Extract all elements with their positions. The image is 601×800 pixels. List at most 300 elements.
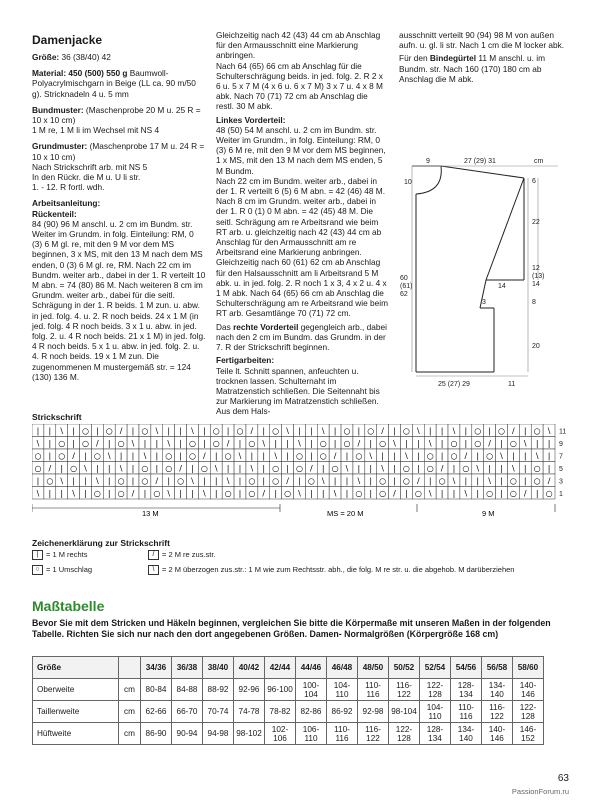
stitch-symbol: | (72, 439, 75, 448)
stitch-symbol: | (72, 426, 75, 436)
column-3 (399, 30, 571, 87)
table-cell: 90-94 (172, 723, 203, 745)
stitch-symbol: | (393, 451, 396, 461)
table-header-cell: 48/50 (358, 657, 389, 679)
stitch-symbol: ○ (319, 451, 327, 461)
col3-para-1: ausschnitt verteilt 90 (94) 98 M von außen aufn. u. gl. li str. Nach 1 cm die M locker abk. (399, 30, 565, 51)
stitch-symbol: \ (452, 426, 456, 436)
stitch-symbol: | (238, 476, 242, 486)
stitch-symbol: | (274, 439, 278, 448)
stitch-symbol: | (48, 426, 52, 436)
stitch-symbol: \ (298, 489, 301, 498)
stitch-symbol: | (523, 426, 527, 436)
stitch-symbol: | (167, 426, 171, 436)
stitch-symbol: | (512, 451, 515, 461)
table-cell: 82-86 (296, 701, 327, 723)
dim-side-c: 14 (532, 281, 540, 288)
stitch-symbol: | (143, 489, 147, 498)
stitch-symbol: ○ (438, 476, 446, 486)
stitch-symbol: | (286, 439, 289, 448)
masstabelle-intro: Bevor Sie mit dem Stricken und Häkeln beginnen, vergleichen Sie bitte die Körpermaße mit unseren Maßen in der folgenden Tabelle. Richten Sie sich nur nach den dort angegebenen Größen. Damen- Normalgrößen (Körpergröße 168 cm) (32, 618, 551, 639)
table-cell: Taillenweite (33, 701, 119, 723)
stitch-symbol: \ (36, 489, 40, 498)
stitch-symbol: | (345, 476, 349, 486)
dim-lower: 8 (532, 299, 536, 306)
stitch-symbol: | (476, 451, 480, 461)
stitch-symbol: | (309, 439, 313, 448)
table-header-cell: 38/40 (203, 657, 234, 679)
stitch-symbol: \ (72, 489, 75, 498)
stitch-symbol: | (143, 439, 147, 448)
stitch-symbol: | (131, 426, 135, 436)
table-cell: 86-92 (327, 701, 358, 723)
table-cell: 92-98 (358, 701, 389, 723)
grund-text: (Maschenprobe 17 M u. 24 R = 10 x 10 cm) Nach Strickschrift arb. mit NS 5 In den Rückr. die M u. U li str. 1. - 12. R fortl. wdh. (32, 141, 205, 193)
stitch-symbol: | (214, 476, 218, 486)
stitch-symbol: ○ (248, 489, 256, 498)
stitch-symbol: / (333, 451, 337, 461)
stitch-symbol: ○ (153, 489, 161, 498)
table-cell: 134-140 (451, 723, 482, 745)
stitch-symbol: ○ (343, 426, 351, 436)
stitch-symbol: ○ (117, 476, 125, 486)
stitch-symbol: \ (547, 426, 551, 436)
stitch-symbol: \ (84, 464, 87, 473)
stitch-symbol: | (535, 489, 539, 498)
material-amount: 450 (500) 550 g (66, 68, 128, 79)
stitch-symbol: \ (428, 439, 432, 448)
stitch-symbol: \ (369, 451, 373, 461)
stitch-symbol: / (381, 426, 384, 436)
stitch-symbol: | (500, 476, 503, 486)
stitch-symbol: ○ (236, 426, 244, 436)
col2-para-1: Gleichzeitig nach 42 (43) 44 cm ab Anschlag für den Armausschnitt eine Markierung anbringen. Nach 64 (65) 66 cm ab Anschlag für die Schulterschrägung beids. in jed. folg. 2. R 2 x 6 u. 5 x 7 M (4 x 6 u. 6 x 7 M) 3 x 7 u. 4 x 8 M abk. Nach 70 (71) 72 cm ab Anschlag die restl. 30 M abk. (216, 30, 383, 112)
stitch-symbol: ○ (402, 426, 410, 436)
stitch-symbol: \ (476, 464, 480, 473)
column-2 (216, 30, 388, 420)
dim-bottom-r: 11 (508, 381, 516, 388)
stitch-symbol: | (464, 439, 468, 448)
table-cell: 98-104 (389, 701, 420, 723)
stitch-symbol: | (369, 489, 373, 498)
stitch-symbol: / (286, 476, 289, 486)
stitch-symbol: ○ (93, 489, 101, 498)
stitch-symbol: | (369, 476, 373, 486)
table-header-cell: 36/38 (172, 657, 203, 679)
stitch-symbol: ○ (188, 451, 196, 461)
stitch-symbol: | (96, 464, 99, 473)
stitch-symbol: | (119, 451, 123, 461)
stitch-symbol: ○ (355, 451, 363, 461)
table-cell: 70-74 (203, 701, 234, 723)
stitch-symbol: | (84, 489, 87, 498)
stitch-symbol: \ (321, 426, 325, 436)
stitch-symbol: | (357, 426, 361, 436)
table-cell: 134-140 (482, 679, 513, 701)
table-cell: cm (119, 723, 141, 745)
stitch-symbol: ○ (272, 476, 280, 486)
stitch-symbol: | (203, 426, 206, 436)
stitch-symbol: | (440, 451, 444, 461)
stitch-symbol: | (179, 439, 182, 448)
stitch-symbol: | (298, 426, 301, 436)
dim-side-a: 12 (532, 265, 540, 272)
table-header-cell: 34/36 (141, 657, 172, 679)
stitch-symbol: | (345, 451, 349, 461)
page-title: Damenjacke (32, 33, 103, 47)
table-header-cell: 52/54 (420, 657, 451, 679)
table-cell: 88-92 (203, 679, 234, 701)
stitch-symbol: \ (452, 476, 456, 486)
col2-para-3: Teile lt. Schnitt spannen, anfeuchten u. trocknen lassen. Schulternaht im Matratzenstich schließen. Die Seitennaht bis zur Markierung im Matratzenstich schließen. Aus dem Hals- (216, 365, 380, 417)
stitch-symbol: / (416, 476, 420, 486)
ruecken-text: 84 (90) 96 M anschl. u. 2 cm im Bundm. str. Weiter im Grundm. in folg. Einteilung: RM, 0 (3) 6 M gl. re, mit den 9 M vor dem MS beginnen, 3 x MS, mit den 13 M nach dem MS enden, 0 (3) 6 M gl. re, RM. Nach 22 cm im Bundm. weiter arb., dabei in der 1. R verteilt 10 M abn. = 74 (80) 86 M. Nach weiteren 8 cm im Grundm. weiter arb., dabei für die seitl. Schrägung in der 1. R beids. 1 M zun. u. abw. in jed. folg. 4. u. 2. R noch beids. 24 x 1 M (in jed. folg. 4 R noch beids. 3 x 1 u. abw. in jed. folg. 2. u. 4 R noch beids. 21 x 1 M) in jed. folg. 4 R noch beids. 5 x 1 u. abw. in jed. folg. 2. u. 4. R noch beids. 19 x 1 M zun. Die zugenommenen M mustergemäß str. = 124 (130) 136 M. (32, 218, 206, 382)
stitch-symbol: | (36, 426, 40, 436)
stitch-symbol: | (535, 439, 539, 448)
stitch-symbol: ○ (295, 464, 303, 473)
stitch-symbol: / (250, 426, 254, 436)
stitch-symbol: \ (500, 451, 503, 461)
stitch-symbol: \ (298, 439, 301, 448)
stitch-symbol: | (107, 439, 111, 448)
stitch-symbol: | (416, 439, 420, 448)
table-cell: 110-116 (358, 679, 389, 701)
stitch-symbol: ○ (34, 451, 42, 461)
stitch-symbol: ○ (141, 464, 149, 473)
site-watermark: PassionForum.ru (511, 787, 569, 796)
stitch-symbol: | (262, 451, 266, 461)
table-header-cell: 50/52 (389, 657, 420, 679)
bindeguertel-label: Bindegürtel (429, 53, 477, 64)
stitch-symbol: \ (381, 464, 384, 473)
table-header-cell: 58/60 (513, 657, 544, 679)
table-cell: 94-98 (203, 723, 234, 745)
dim-top-left: 9 (426, 158, 430, 165)
stitch-symbol: ○ (212, 439, 220, 448)
stitch-symbol: | (214, 451, 218, 461)
stitch-symbol: ○ (141, 476, 149, 486)
stitch-symbol: ○ (498, 426, 506, 436)
table-header-cell: 54/56 (451, 657, 482, 679)
stitch-symbol: / (72, 451, 75, 461)
stitch-symbol: | (84, 451, 87, 461)
column-1 (32, 52, 206, 385)
stitch-symbol: | (547, 464, 551, 473)
stitch-symbol: ○ (402, 476, 410, 486)
stitch-symbol: ○ (307, 476, 315, 486)
stitch-symbol: | (523, 451, 527, 461)
stitch-symbol: / (96, 439, 99, 448)
stitch-symbol: | (440, 439, 444, 448)
stitch-symbol: / (155, 476, 159, 486)
table-cell: 78-82 (265, 701, 296, 723)
table-cell: Oberweite (33, 679, 119, 701)
stitch-symbol: | (107, 476, 111, 486)
strickschrift-title: Strickschrift (32, 412, 82, 422)
groesse-label: Größe: (32, 52, 60, 62)
stitch-symbol: / (309, 464, 313, 473)
stitch-symbol: ○ (462, 464, 470, 473)
table-cell: 80-84 (141, 679, 172, 701)
dim-neck: 10 (404, 179, 412, 186)
table-cell: 62-66 (141, 701, 172, 723)
stitch-symbol: / (488, 439, 491, 448)
chart-right-label: 9 M (482, 509, 495, 518)
stitch-symbol: ○ (70, 464, 78, 473)
stitch-symbol: \ (428, 489, 432, 498)
stitch-symbol: \ (155, 426, 159, 436)
stitch-symbol: | (369, 439, 373, 448)
stitch-symbol: ○ (81, 439, 89, 448)
stitch-symbol: | (393, 426, 396, 436)
stitch-symbol: | (262, 476, 266, 486)
stitch-symbol: | (72, 476, 75, 486)
stitch-symbol: | (488, 426, 491, 436)
table-header-cell: 40/42 (234, 657, 265, 679)
stitch-symbol: | (238, 439, 242, 448)
stitch-symbol: \ (119, 464, 123, 473)
table-cell: 140-146 (482, 723, 513, 745)
row-number: 9 (559, 441, 563, 448)
stitch-symbol: | (155, 451, 159, 461)
table-cell: 102-106 (265, 723, 296, 745)
stitch-symbol: \ (274, 451, 278, 461)
table-cell: 98-102 (234, 723, 265, 745)
stitch-symbol: \ (167, 439, 171, 448)
row-number: 1 (559, 491, 563, 498)
dim-armhole: 14 (498, 283, 506, 290)
stitch-symbol: | (393, 476, 396, 486)
material-text: Baumwoll-Polyacrylmischgarn in Beige (LL ca. 90 m/50 g). Stricknadeln 4 u. 5 mm (32, 68, 196, 99)
stitch-symbol: \ (191, 426, 194, 436)
col2-para-2: 48 (50) 54 M anschl. u. 2 cm im Bundm. str. Weiter im Grundm., in folg. Einteilung: RM, 0 (3) 6 M re, mit den 9 M vor dem MS beginnen, 1 x MS, mit den 13 M nach dem MS enden, 5 M Bundm. Nach 22 cm im Bundm. weiter arb., dabei in der 1. R verteilt 6 (5) 6 M abn. = 42 (46) 48 M. Nach 8 cm im Grundm. weiter arb., dabei in der 1. R 0 (1) 0 M abn. = 42 (45) 48 M. Die seitl. Schrägung am re Arbeitsrand wie beim RT arb. u. gleichzeitig nach 42 (43) 44 cm ab Anschlag für den Armausschnitt am re Arbeitsrand eine Markierung anbringen. Gleichzeitig nach 60 (61) 62 cm ab Anschlag für den Halsausschnitt am li Arbeitsrand 5 M abk. u. in jed. folg. 2. R noch 1 x 3, 4 x 2 u. 4 x 1 M abk. Nach 64 (65) 66 cm ab Anschlag die Schulterschrägung am re Arbeitsrand wie beim RT arb. Gesamtlänge 70 (71) 72 cm. (216, 124, 389, 319)
row-number: 7 (559, 453, 563, 461)
legend-knit-right: | = 1 M rechts (32, 550, 87, 560)
stitch-symbol: ○ (165, 451, 173, 461)
stitch-symbol: / (179, 464, 182, 473)
stitch-symbol: ○ (509, 476, 517, 486)
stitch-symbol: ○ (141, 426, 149, 436)
stitch-symbol: ○ (200, 464, 208, 473)
stitch-symbol: | (179, 451, 182, 461)
stitch-symbol: \ (512, 464, 515, 473)
table-cell: 66-70 (172, 701, 203, 723)
stitch-symbol: ○ (58, 439, 66, 448)
table-cell: 104-110 (327, 679, 358, 701)
table-header-cell: 46/48 (327, 657, 358, 679)
table-cell: 86-90 (141, 723, 172, 745)
stitch-symbol: / (440, 464, 444, 473)
bund-text: (Maschenprobe 20 M u. 25 R = 10 x 10 cm) 1 M re, 1 M li im Wechsel mit NS 4 (32, 104, 201, 136)
ssk-icon: \ (148, 565, 159, 575)
stitch-symbol: ○ (212, 426, 220, 436)
table-cell: 110-116 (327, 723, 358, 745)
stitch-symbol: | (369, 464, 373, 473)
stitch-symbol: ○ (486, 451, 494, 461)
stitch-symbol: | (48, 439, 52, 448)
dim-bottom-h: 20 (532, 343, 540, 350)
table-cell: 116-122 (358, 723, 389, 745)
stitch-symbol: ○ (533, 476, 541, 486)
legend-ssk: \ = 2 M überzogen zus.str.: 1 M wie zum Rechtsstr. abh., die folg. M re str. u. die abgehob. M darüberziehen (148, 565, 514, 575)
table-cell: 122-128 (420, 679, 451, 701)
stitch-symbol: | (179, 426, 182, 436)
stitch-symbol: ○ (533, 464, 541, 473)
stitch-symbol: / (131, 489, 135, 498)
stitch-symbol: | (500, 439, 503, 448)
stitch-symbol: | (131, 464, 135, 473)
stitch-symbol: | (464, 476, 468, 486)
stitch-symbol: | (60, 489, 64, 498)
stitch-symbol: \ (333, 489, 337, 498)
stitch-symbol: | (321, 489, 325, 498)
table-cell: 128-134 (420, 723, 451, 745)
pattern-schematic (398, 152, 573, 392)
stitch-symbol: | (452, 489, 456, 498)
stitch-symbol: | (214, 489, 218, 498)
stitch-symbol: \ (131, 439, 135, 448)
stitch-symbol: ○ (486, 489, 494, 498)
stitch-symbol: / (523, 489, 527, 498)
stitch-symbol: | (393, 464, 396, 473)
stitch-symbol: | (226, 464, 230, 473)
stitch-symbol: ○ (509, 439, 517, 448)
stitch-symbol: ○ (474, 439, 482, 448)
rechts-post: gegengleich arb., dabei nach den 2 cm im Bundm. das Grundm. in der 7. R der Strickschrift beginnen. (216, 321, 387, 353)
stitch-symbol: ○ (319, 439, 327, 448)
dim-total-a: 60 (400, 275, 408, 282)
stitch-symbol: \ (345, 464, 349, 473)
rechtes-vorderteil-label: rechte Vorderteil (233, 321, 299, 332)
stitch-symbol: \ (321, 476, 325, 486)
dim-shoulder: 6 (532, 178, 536, 185)
stitch-symbol: | (179, 489, 182, 498)
table-header-cell: 56/58 (482, 657, 513, 679)
stitch-symbol: ○ (545, 489, 553, 498)
stitch-symbol: | (440, 489, 444, 498)
stitch-symbol: | (488, 464, 491, 473)
table-row (33, 679, 544, 701)
stitch-symbol: | (226, 426, 230, 436)
stitch-symbol: | (416, 451, 420, 461)
bund-label: Bundmuster: (32, 104, 84, 115)
table-cell: 146-152 (513, 723, 544, 745)
stitch-symbol: \ (535, 451, 539, 461)
stitch-symbol: | (191, 489, 194, 498)
col3-post: 11 M anschl. u. im Bundm. str. Nach 160 (170) 180 cm ab Anschlag die M abk. (399, 53, 546, 84)
masstabelle-title: Maßtabelle (32, 598, 105, 614)
dim-side-b: (13) (532, 273, 545, 280)
stitch-symbol: ○ (450, 439, 458, 448)
dim-top-mid: 27 (29) 31 (464, 158, 496, 165)
stitch-symbol: | (500, 489, 503, 498)
stitch-symbol: \ (262, 439, 266, 448)
stitch-symbol: | (131, 476, 135, 486)
table-cell: cm (119, 701, 141, 723)
stitch-symbol: | (155, 464, 159, 473)
stitch-symbol: / (393, 489, 396, 498)
stitch-symbol: \ (226, 476, 230, 486)
stitch-symbol: ○ (272, 426, 280, 436)
stitch-symbol: | (547, 451, 551, 461)
stitch-symbol: | (428, 476, 432, 486)
stitch-symbol: ○ (450, 451, 458, 461)
table-header-row (33, 657, 544, 679)
stitch-symbol: \ (250, 464, 254, 473)
page-number: 63 (557, 773, 569, 784)
stitch-symbol: ○ (426, 451, 434, 461)
stitch-symbol: \ (214, 464, 218, 473)
table-cell: cm (119, 679, 141, 701)
fertigarbeiten-label: Fertigarbeiten: (216, 355, 275, 366)
stitch-symbol: / (547, 476, 551, 486)
stitch-symbol: \ (191, 476, 194, 486)
stitch-symbol: ○ (295, 451, 303, 461)
stitch-symbol: \ (286, 426, 289, 436)
dim-sleeve: 22 (532, 219, 540, 226)
stitch-symbol: \ (60, 476, 64, 486)
table-row (33, 723, 544, 745)
arbeitsanleitung-label: Arbeitsanleitung: (32, 198, 101, 209)
legend-k2tog: / = 2 M re zus.str. (148, 550, 216, 560)
table-cell: 122-128 (513, 701, 544, 723)
stitch-symbol: | (405, 489, 408, 498)
stitch-symbol: \ (393, 439, 396, 448)
stitch-symbol: | (357, 464, 361, 473)
stitch-symbol: / (48, 464, 52, 473)
table-cell: 106-110 (296, 723, 327, 745)
stitch-symbol: | (48, 451, 52, 461)
table-header-cell: 42/44 (265, 657, 296, 679)
stitch-symbol: | (309, 426, 313, 436)
chart-mid-label: MS = 20 M (327, 509, 364, 518)
stitch-symbol: | (36, 476, 40, 486)
table-cell: 96-100 (265, 679, 296, 701)
table-cell: 92-96 (234, 679, 265, 701)
stitch-symbol: / (226, 439, 230, 448)
table-cell: 116-122 (389, 679, 420, 701)
stitch-symbol: | (476, 476, 480, 486)
stitch-symbol: ○ (81, 426, 89, 436)
stitch-symbol: ○ (331, 464, 339, 473)
stitch-symbol: ○ (58, 451, 66, 461)
stitch-symbol: / (357, 439, 361, 448)
stitch-symbol: \ (167, 489, 171, 498)
stitch-symbol: | (452, 464, 456, 473)
row-number: 5 (559, 466, 563, 473)
stitch-symbol: | (345, 489, 349, 498)
stitch-symbol: | (286, 464, 289, 473)
table-cell: 128-134 (451, 679, 482, 701)
stitch-symbol: | (107, 489, 111, 498)
groesse-value: 36 (38/40) 42 (59, 52, 111, 62)
stitch-symbol: | (203, 439, 206, 448)
stitch-symbol: | (191, 464, 194, 473)
stitch-symbol: | (238, 464, 242, 473)
yarn-over-icon: ○ (32, 565, 43, 575)
legend-title: Zeichenerklärung zur Strickschrift (32, 538, 170, 548)
stitch-symbol: | (155, 439, 159, 448)
stitch-symbol: \ (203, 489, 206, 498)
stitch-symbol: / (464, 451, 468, 461)
legend-yarn-over: ○ = 1 Umschlag (32, 565, 92, 575)
table-cell: 122-128 (389, 723, 420, 745)
stitch-symbol: ○ (117, 489, 125, 498)
stitch-symbol: / (512, 426, 515, 436)
stitch-symbol: ○ (379, 489, 387, 498)
stitch-symbol: | (333, 439, 337, 448)
stitch-symbol: ○ (379, 476, 387, 486)
